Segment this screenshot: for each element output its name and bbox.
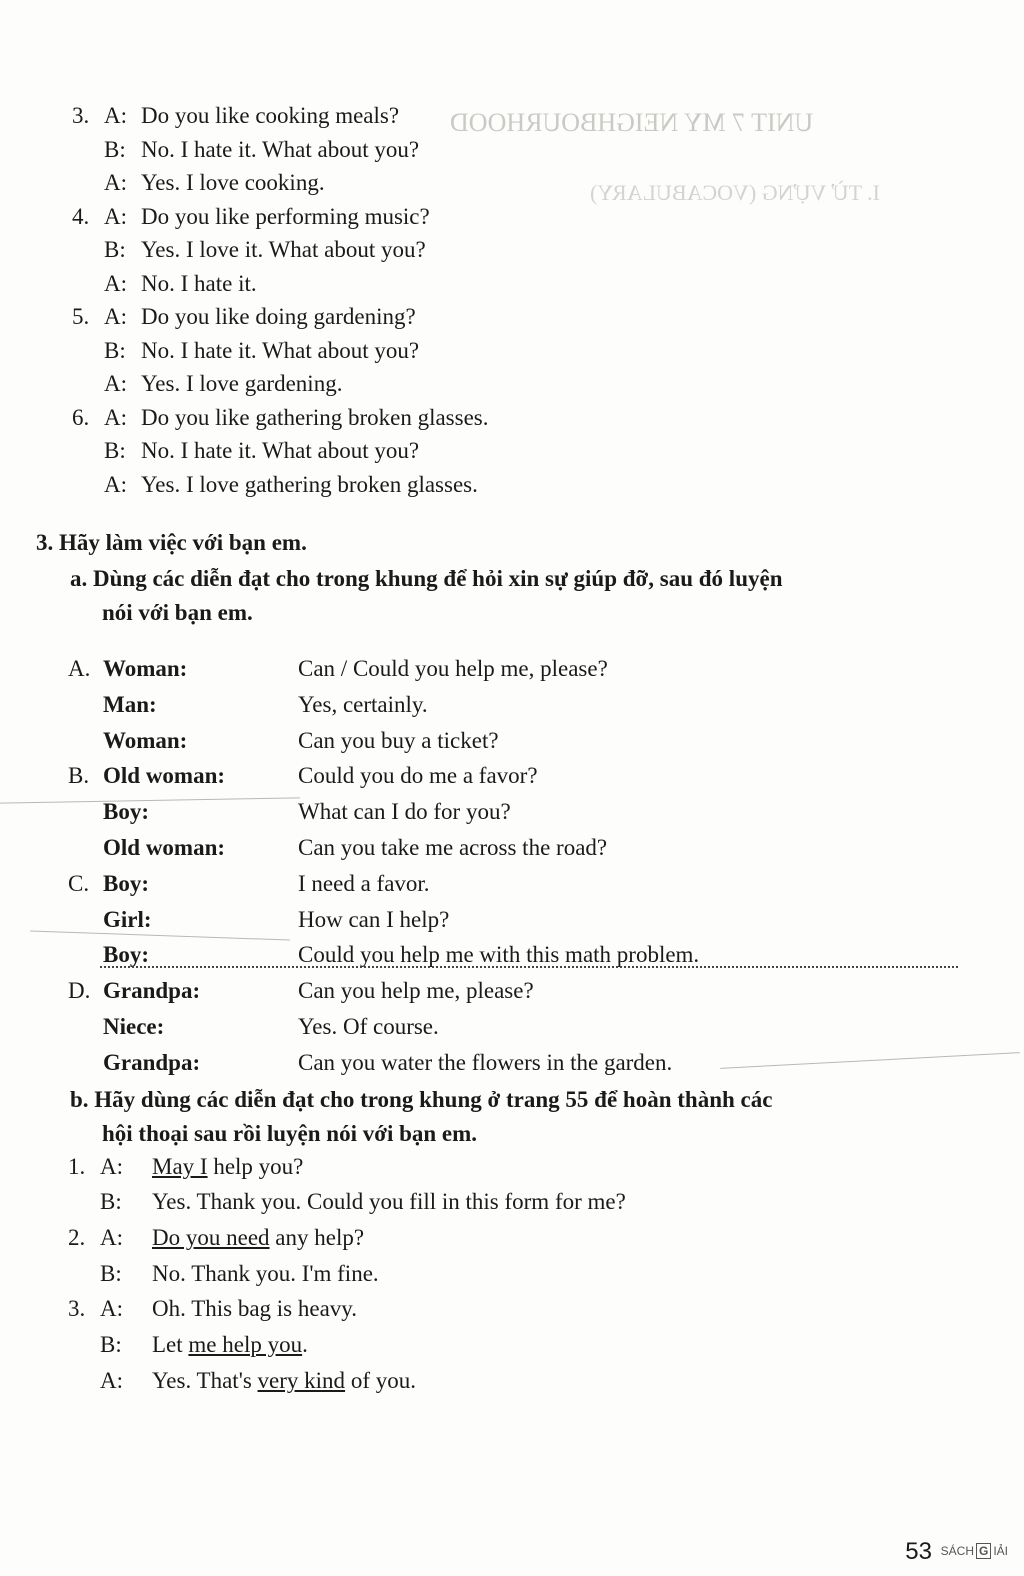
dialogue-line: How can I help? [298,906,450,932]
speaker-label: B: [104,337,126,363]
speaker-label: A: [104,471,127,497]
paper-crease [0,797,300,803]
speaker-label: A: [104,304,127,329]
b-dialogue-1-line-b: Yes. Thank you. Could you fill in this form for me? [152,1189,626,1214]
b-dialogue-3-speaker-b: B: [100,1332,122,1357]
logo-text-left: SÁCH [940,1544,974,1558]
b-dialogue-2-number: 2. [68,1225,86,1250]
b-dialogue-3-speaker-a: A: [100,1296,123,1321]
speaker-label: A: [104,103,127,128]
part-b-instruction-line2: hội thoại sau rồi luyện nói với bạn em. [102,1121,478,1146]
line-text: any help? [269,1225,365,1250]
dialogue-line: Could you help me with this math problem. [298,942,700,968]
b-dialogue-1-speaker-b: B: [100,1189,122,1214]
line-text: Yes. That's [152,1368,258,1393]
dialogue-line: I need a favor. [298,870,430,896]
dialogue-line: Can you help me, please? [298,978,534,1004]
bleed-through-title: UNIT 7 MY NEIGHBOURHOOD [450,108,814,137]
b-dialogue-2-line-a [152,1224,364,1252]
speaker-label: B: [104,438,126,463]
site-logo [941,1543,1008,1559]
speaker-label: A: [104,270,127,296]
dialogue-line: Yes. Of course. [298,1014,439,1039]
dialogue-line: What can I do for you? [298,799,511,825]
group-letter: C. [68,870,90,896]
speaker-label: B: [104,136,126,162]
line-text: Let [152,1332,189,1357]
dotted-rule [100,966,958,968]
dialogue-line: Do you like performing music? [141,203,430,229]
dialogue-line: Can you take me across the road? [298,835,608,860]
speaker-label: Old woman: [103,835,226,860]
filled-blank: me help you [188,1332,303,1357]
group-letter: B. [68,763,90,789]
dialogue-line: Can you water the flowers in the garden. [298,1049,673,1075]
speaker-label: Grandpa: [103,1049,201,1075]
speaker-label: A: [104,404,127,430]
group-letter: D. [68,978,91,1004]
speaker-label: Girl: [103,906,152,932]
b-dialogue-3-number: 3. [68,1296,86,1321]
speaker-label: Boy: [103,799,149,825]
filled-blank: Do you need [152,1225,270,1250]
speaker-label: Boy: [103,942,149,968]
b-dialogue-3-speaker-c: A: [100,1368,123,1393]
dialogue-number: 6. [72,404,90,430]
logo-box: G [976,1543,991,1559]
bleed-through-subtitle: I. TỪ VỰNG (VOCABULARY) [590,180,880,205]
line-text: . [302,1332,308,1357]
b-dialogue-1-speaker-a: A: [100,1154,123,1179]
dialogue-number: 5. [72,304,90,329]
page-number: 53 [905,1538,932,1565]
dialogue-line: Can / Could you help me, please? [298,656,608,681]
speaker-label: Woman: [103,656,188,681]
speaker-label: A: [104,170,127,195]
filled-blank: May I [152,1154,208,1179]
part-a-instruction-line1: a. Dùng các diễn đạt cho trong khung để hỏi xin sự giúp đỡ, sau đó luyện [70,566,783,591]
dialogue-line: Yes. I love cooking. [141,170,325,195]
group-letter: A. [68,656,91,681]
speaker-label: Woman: [103,727,188,753]
speaker-label: A: [104,371,127,396]
dialogue-line: No. I hate it. What about you? [141,136,420,162]
speaker-label: Old woman: [103,763,226,789]
b-dialogue-2-line-b: No. Thank you. I'm fine. [152,1261,379,1286]
dialogue-line: Yes. I love gathering broken glasses. [141,471,478,497]
dialogue-number: 3. [72,103,90,128]
dialogue-line: No. I hate it. What about you? [141,438,420,463]
speaker-label: B: [104,237,126,262]
speaker-label: Boy: [103,870,149,896]
filled-blank: very kind [257,1368,346,1393]
dialogue-line: Yes, certainly. [298,691,428,717]
b-dialogue-1-number: 1. [68,1154,86,1179]
section3-heading: 3. Hãy làm việc với bạn em. [36,530,307,555]
dialogue-number: 4. [72,203,90,229]
part-b-instruction-line1: b. Hãy dùng các diễn đạt cho trong khung ở trang 55 để hoàn thành các [70,1087,773,1112]
dialogue-line: Do you like cooking meals? [141,103,400,128]
speaker-label: Grandpa: [103,978,201,1004]
dialogue-line: Could you do me a favor? [298,763,538,789]
dialogue-line: Can you buy a ticket? [298,727,499,753]
speaker-label: Niece: [103,1014,165,1039]
dialogue-line: No. I hate it. [141,270,257,296]
line-text: of you. [345,1368,416,1393]
speaker-label: A: [104,203,127,229]
b-dialogue-3-line-c [152,1367,416,1395]
speaker-label: Man: [103,691,157,717]
b-dialogue-2-speaker-b: B: [100,1261,122,1286]
dialogue-line: Yes. I love gardening. [141,371,343,396]
dialogue-line: Do you like doing gardening? [141,304,416,329]
b-dialogue-1-line-a [152,1153,303,1181]
dialogue-line: Yes. I love it. What about you? [141,237,426,262]
paper-crease [720,1052,1020,1069]
paper-crease [30,930,290,940]
dialogue-line: Do you like gathering broken glasses. [141,404,489,430]
b-dialogue-2-speaker-a: A: [100,1225,123,1250]
dialogue-line: No. I hate it. What about you? [141,337,420,363]
part-a-instruction-line2: nói với bạn em. [102,600,253,625]
b-dialogue-3-line-a: Oh. This bag is heavy. [152,1296,358,1321]
logo-text-right: IẢI [993,1544,1008,1558]
line-text: help you? [207,1154,304,1179]
b-dialogue-3-line-b [152,1331,308,1359]
